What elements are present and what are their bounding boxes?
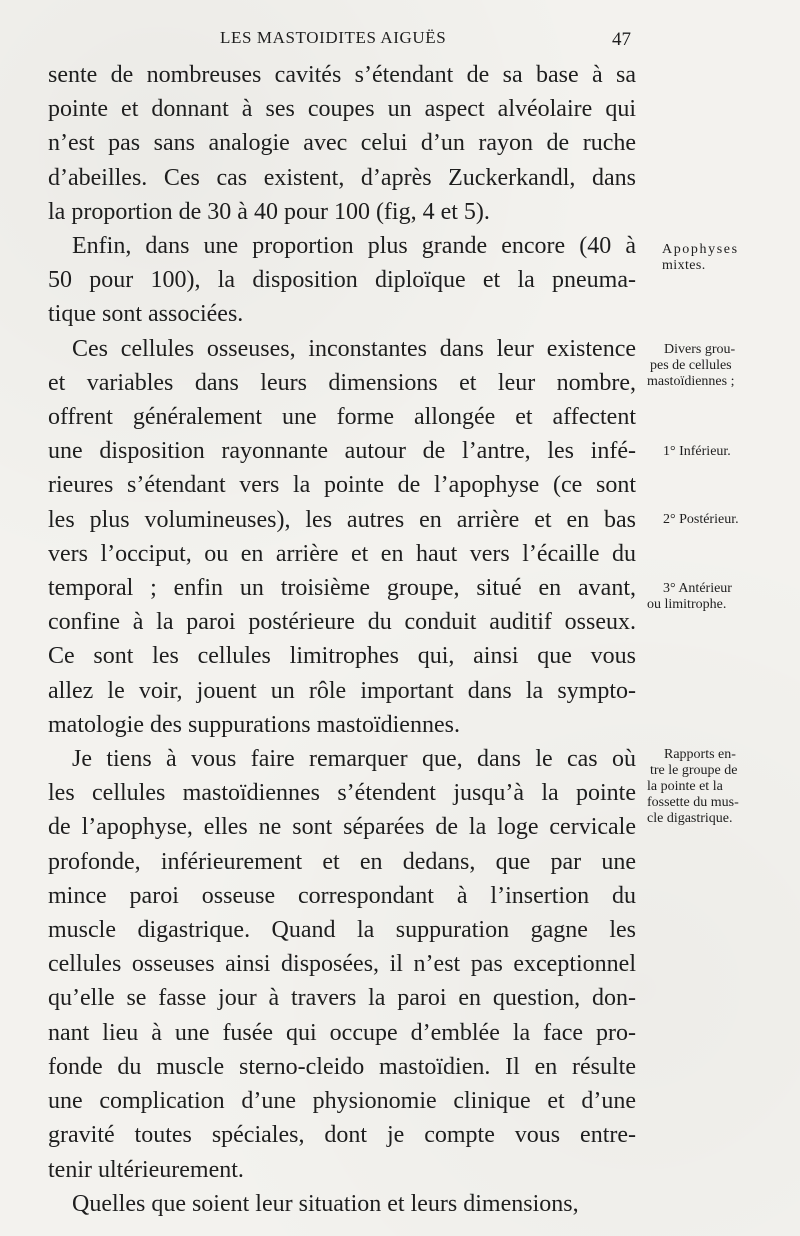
text-line: offrent généralement une forme allongée et affectent xyxy=(48,404,636,431)
margin-note-anterieur xyxy=(647,581,732,613)
paragraph-continued xyxy=(48,58,636,229)
page-number: 47 xyxy=(612,29,631,50)
text-line: Je tiens à vous faire remarquer que, dans le cas où xyxy=(72,746,636,773)
margin-line: ou limitrophe. xyxy=(647,597,727,612)
paragraph-cellules xyxy=(48,332,636,742)
text-line: cellules osseuses ainsi disposées, il n’est pas exceptionnel xyxy=(48,951,636,978)
main-text xyxy=(48,58,636,1221)
text-line: les plus volumineuses), les autres en arrière et en bas xyxy=(48,506,636,533)
margin-line: mixtes. xyxy=(662,258,706,273)
text-line: une complication d’une physionomie clinique et d’une xyxy=(48,1088,636,1115)
margin-line: fossette du mus- xyxy=(647,795,739,810)
text-line: Ces cellules osseuses, inconstantes dans leur existence xyxy=(72,335,636,362)
text-line: pointe et donnant à ses coupes un aspect alvéolaire qui xyxy=(48,96,636,123)
margin-line: Rapports en- xyxy=(664,747,736,762)
text-line: nant lieu à une fusée qui occupe d’emblée la face pro- xyxy=(48,1019,636,1046)
text-line: rieures s’étendant vers la pointe de l’apophyse (ce sont xyxy=(48,472,636,499)
text-line: fonde du muscle sterno-cleido mastoïdien. Il en résulte xyxy=(48,1053,636,1080)
text-line: sente de nombreuses cavités s’étendant de sa base à sa xyxy=(48,62,636,88)
margin-line: 1° Inférieur. xyxy=(663,444,731,459)
text-line: Quelles que soient leur situation et leurs dimensions, xyxy=(72,1190,579,1217)
margin-line: la pointe et la xyxy=(647,779,723,794)
paragraph-final xyxy=(48,1187,636,1221)
margin-note-rapports xyxy=(647,747,739,827)
text-line: une disposition rayonnante autour de l’antre, les infé- xyxy=(48,438,636,465)
text-line: muscle digastrique. Quand la suppuration gagne les xyxy=(48,917,636,944)
text-line: les cellules mastoïdiennes s’étendent jusqu’à la pointe xyxy=(48,780,636,807)
text-line: Ce sont les cellules limitrophes qui, ainsi que vous xyxy=(48,643,636,670)
text-line: Enfin, dans une proportion plus grande encore (40 à xyxy=(72,233,636,260)
text-line: tenir ultérieurement. xyxy=(48,1156,244,1183)
running-title: LES MASTOIDITES AIGUËS xyxy=(220,28,447,47)
text-line: n’est pas sans analogie avec celui d’un rayon de ruche xyxy=(48,130,636,157)
text-line: allez le voir, jouent un rôle important dans la sympto- xyxy=(48,677,636,704)
text-line: d’abeilles. Ces cas existent, d’après Zuckerkandl, dans xyxy=(48,164,636,191)
margin-line: cle digastrique. xyxy=(647,811,733,826)
text-line: 50 pour 100), la disposition diploïque et la pneuma- xyxy=(48,267,636,294)
margin-note-inferieur xyxy=(663,444,731,460)
margin-note-posterieur xyxy=(663,512,739,528)
margin-line: tre le groupe de xyxy=(650,763,738,778)
text-line: profonde, inférieurement et en dedans, que par une xyxy=(48,848,636,875)
text-line: mince paroi osseuse correspondant à l’insertion du xyxy=(48,882,636,909)
margin-line: Apophyses xyxy=(662,242,739,257)
margin-note-apophyses xyxy=(662,242,739,274)
text-line: temporal ; enfin un troisième groupe, situé en avant, xyxy=(48,575,636,602)
margin-note-groupes xyxy=(647,342,735,390)
text-line: tique sont associées. xyxy=(48,301,244,328)
paragraph-apophyses-mixtes xyxy=(48,229,636,332)
margin-line: mastoïdiennes ; xyxy=(647,374,735,389)
text-line: vers l’occiput, ou en arrière et en haut vers l’écaille du xyxy=(48,540,636,567)
margin-line: 3° Antérieur xyxy=(663,581,732,596)
margin-line: 2° Postérieur. xyxy=(663,512,739,527)
margin-line: Divers grou- xyxy=(664,342,736,357)
text-line: et variables dans leurs dimensions et leur nombre, xyxy=(48,369,636,396)
text-line: gravité toutes spéciales, dont je compte vous entre- xyxy=(48,1122,636,1149)
text-line: matologie des suppurations mastoïdiennes. xyxy=(48,711,460,738)
paragraph-rapports xyxy=(48,742,636,1187)
text-line: la proportion de 30 à 40 pour 100 (fig, 4 et 5). xyxy=(48,198,490,225)
text-line: de l’apophyse, elles ne sont séparées de la loge cervicale xyxy=(48,814,636,841)
text-line: qu’elle se fasse jour à travers la paroi en question, don- xyxy=(48,985,636,1012)
text-line: confine à la paroi postérieure du conduit auditif osseux. xyxy=(48,609,636,636)
margin-line: pes de cellules xyxy=(650,358,732,373)
